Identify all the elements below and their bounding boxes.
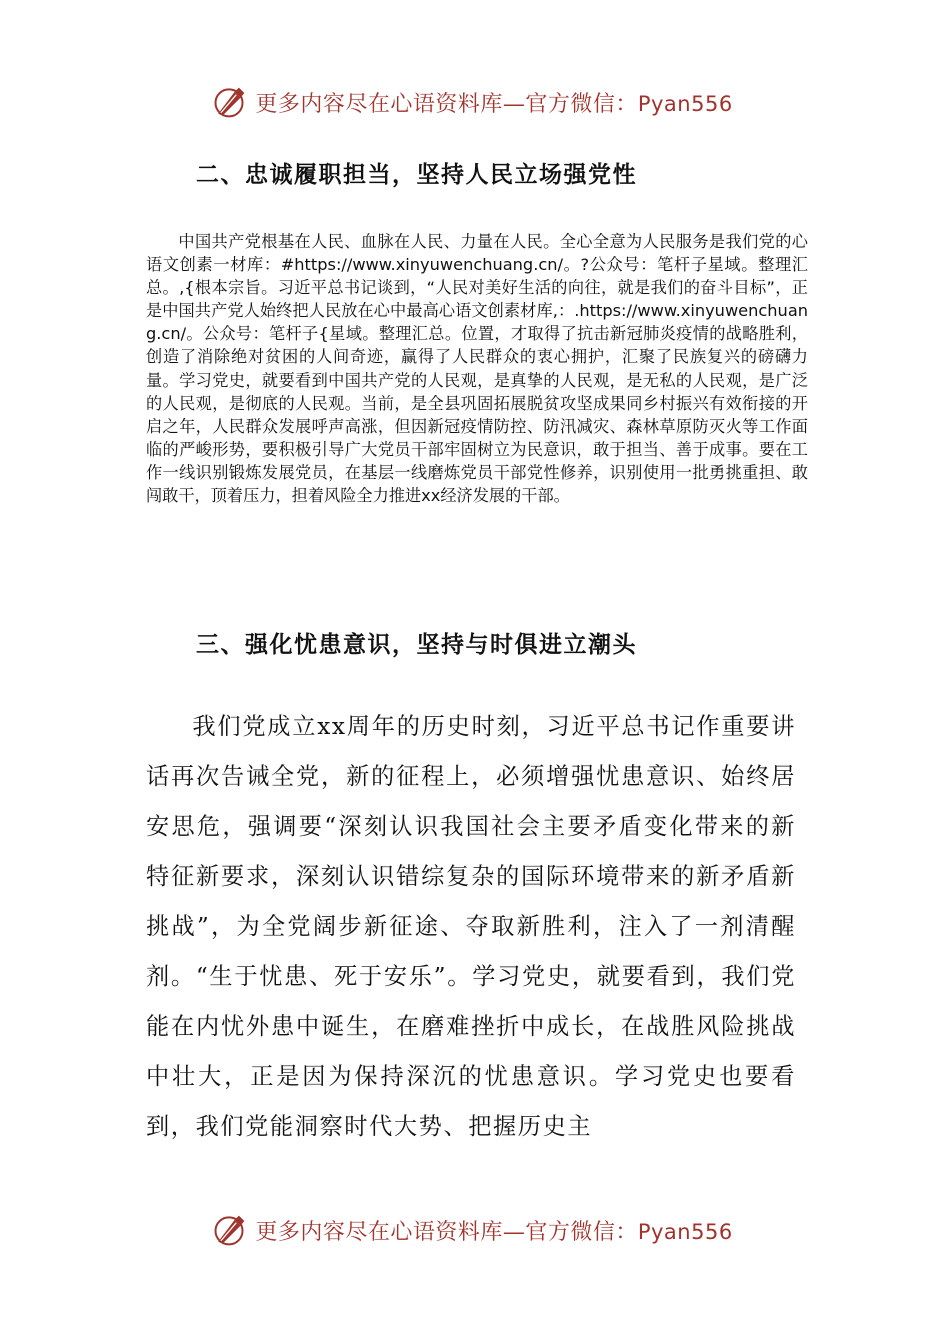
watermark-contact: Pyan556 [637, 91, 733, 116]
watermark-label: 更多内容尽在心语资料库—官方微信： [255, 91, 638, 117]
header-watermark-content [211, 84, 732, 120]
section-heading-3: 三、强化忧患意识，坚持与时俱进立潮头 [196, 632, 637, 658]
section-2-paragraph: 中国共产党根基在人民、血脉在人民、力量在人民。全心全意为人民服务是我们党的心语文创素一材库：#https://www.xinyuwenchuang.cn/。?公众号：笔杆子星域。整理汇总。,{根本宗旨。习近平总书记谈到，“人民对美好生活的向往，就是我们的奋斗目标”，正是中国共产党人始终把人民放在心中最高心语文创素材库,：.https://www.xinyuwenchuang.cn/。公众号：笔杆子{星域。整理汇总。位置，才取得了抗击新冠肺炎疫情的战略胜利，创造了消除绝对贫困的人间奇迹，赢得了人民群众的衷心拥护，汇聚了民族复兴的磅礴力量。学习党史，就要看到中国共产党的人民观，是真挚的人民观，是无私的人民观，是广泛的人民观，是彻底的人民观。当前，是全县巩固拓展脱贫攻坚成果同乡村振兴有效衔接的开启之年，人民群众发展呼声高涨，但因新冠疫情防控、防汛减灾、森林草原防灭火等工作面临的严峻形势，要积极引导广大党员干部牢固树立为民意识，敢于担当、善于成事。要在工作一线识别锻炼发展党员，在基层一线磨炼党员干部党性修养，识别使用一批勇挑重担、敢闯敢干，顶着压力，担着风险全力推进xx经济发展的干部。 [146, 232, 808, 506]
section-heading-2: 二、忠诚履职担当，坚持人民立场强党性 [196, 162, 637, 188]
pen-nib-logo-icon [211, 1212, 247, 1248]
footer-watermark-content [211, 1212, 732, 1248]
pen-nib-logo-icon [211, 84, 247, 120]
watermark-contact: Pyan556 [637, 1219, 733, 1244]
footer-watermark-banner [0, 1208, 950, 1252]
watermark-text [255, 1215, 732, 1246]
header-watermark-banner [0, 80, 950, 124]
watermark-text [255, 87, 732, 118]
section-3-paragraph: 我们党成立xx周年的历史时刻，习近平总书记作重要讲话再次告诫全党，新的征程上，必须增强忧患意识、始终居安思危，强调要“深刻认识我国社会主要矛盾变化带来的新特征新要求，深刻认识错综复杂的国际环境带来的新矛盾新挑战”，为全党阔步新征途、夺取新胜利，注入了一剂清醒剂。“生于忧患、死于安乐”。学习党史，就要看到，我们党能在内忧外患中诞生，在磨难挫折中成长，在战胜风险挑战中壮大，正是因为保持深沉的忧患意识。学习党史也要看到，我们党能洞察时代大势、把握历史主 [146, 713, 796, 1140]
watermark-label: 更多内容尽在心语资料库—官方微信： [255, 1219, 638, 1245]
